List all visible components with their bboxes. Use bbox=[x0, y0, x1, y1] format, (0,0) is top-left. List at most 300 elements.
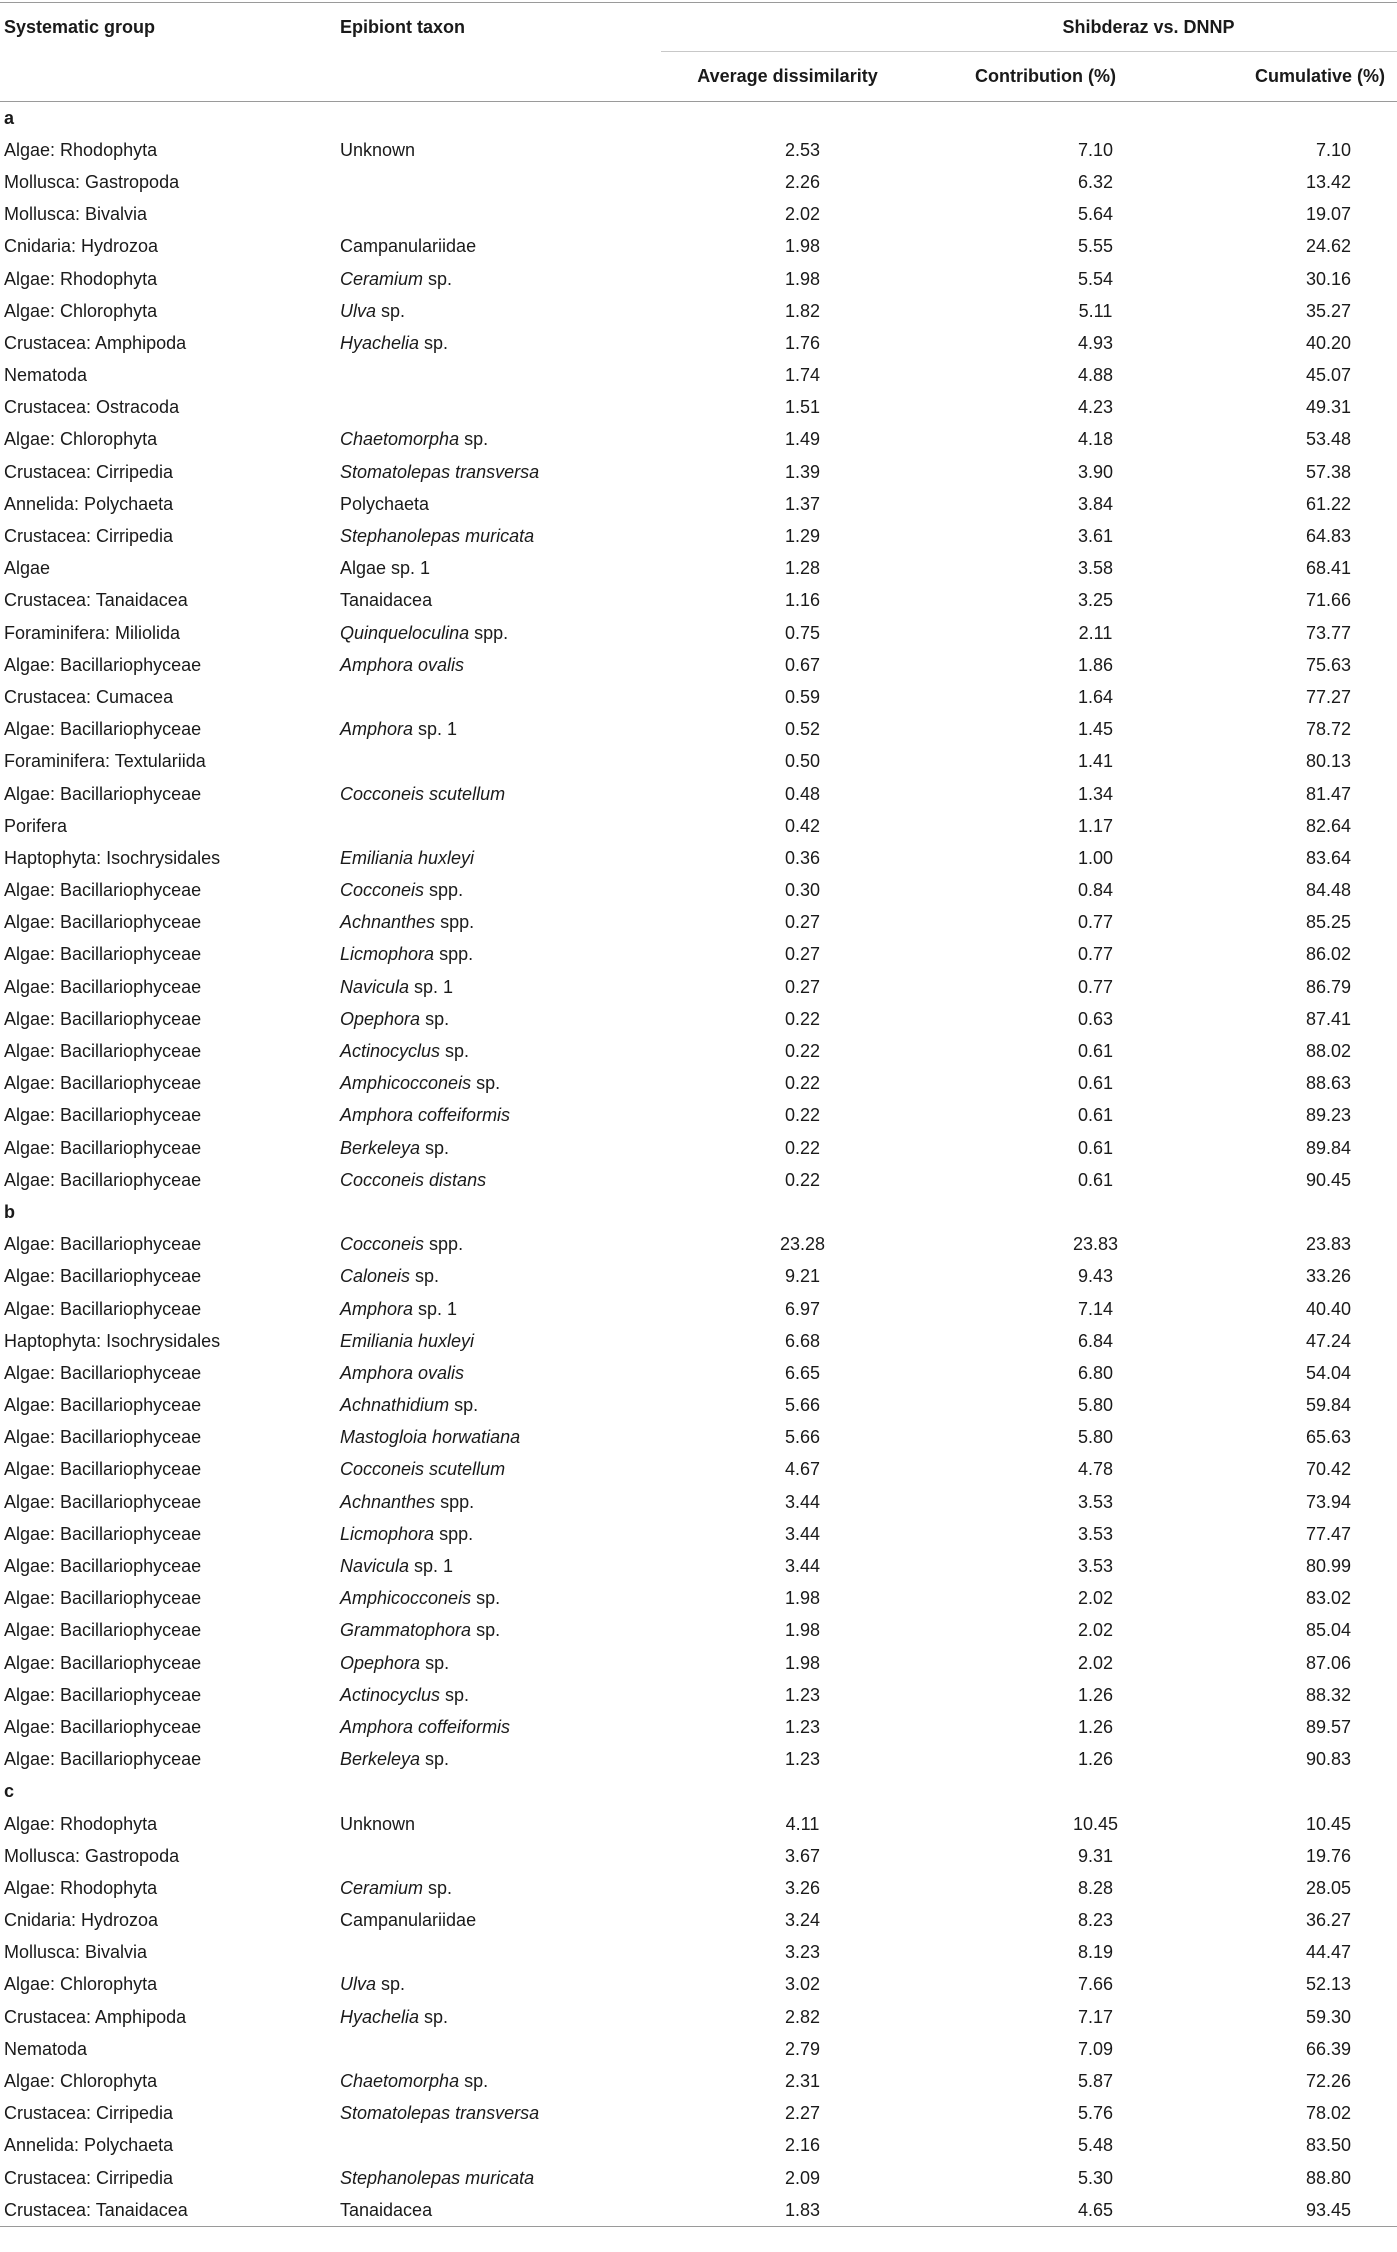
contribution-cell: 5.80 bbox=[1077, 1427, 1114, 1448]
cumulative-cell: 77.27 bbox=[1305, 686, 1352, 707]
epibiont-taxon-cell bbox=[336, 2130, 661, 2162]
average-dissimilarity-cell: 0.36 bbox=[784, 847, 821, 868]
epibiont-taxon-cell bbox=[336, 1132, 661, 1164]
table-row bbox=[0, 1583, 1397, 1615]
table-row bbox=[0, 1872, 1397, 1904]
table-row bbox=[0, 1840, 1397, 1872]
cumulative-cell: 35.27 bbox=[1305, 300, 1352, 321]
average-dissimilarity-cell: 2.27 bbox=[784, 2103, 821, 2124]
contribution-cell: 5.30 bbox=[1077, 2167, 1114, 2188]
contribution-cell: 1.26 bbox=[1077, 1749, 1114, 1770]
epibiont-taxon-cell bbox=[336, 1808, 661, 1840]
epibiont-taxon-cell bbox=[336, 1454, 661, 1486]
contribution-cell: 3.90 bbox=[1077, 461, 1114, 482]
epibiont-taxon-cell bbox=[336, 649, 661, 681]
taxon-italic: Amphora bbox=[340, 719, 414, 740]
cumulative-cell: 88.80 bbox=[1305, 2167, 1352, 2188]
epibiont-taxon-cell bbox=[336, 134, 661, 166]
table-row bbox=[0, 971, 1397, 1003]
systematic-group-cell: Crustacea: Tanaidacea bbox=[4, 590, 188, 611]
cumulative-cell: 36.27 bbox=[1305, 1910, 1352, 1931]
contribution-cell: 5.80 bbox=[1077, 1395, 1114, 1416]
contribution-cell: 3.53 bbox=[1077, 1491, 1114, 1512]
epibiont-taxon-cell bbox=[336, 1293, 661, 1325]
average-dissimilarity-cell: 1.51 bbox=[784, 397, 821, 418]
average-dissimilarity-cell: 1.39 bbox=[784, 461, 821, 482]
cumulative-cell: 33.26 bbox=[1305, 1266, 1352, 1287]
systematic-group-cell: Algae: Bacillariophyceae bbox=[4, 1073, 202, 1094]
cumulative-cell: 19.76 bbox=[1305, 1845, 1352, 1866]
cumulative-cell: 83.64 bbox=[1305, 847, 1352, 868]
table-row bbox=[0, 681, 1397, 713]
taxon-text: sp. bbox=[459, 2071, 489, 2092]
cumulative-cell: 40.20 bbox=[1305, 332, 1352, 353]
taxon-italic: Licmophora bbox=[340, 944, 435, 965]
table-row bbox=[0, 1390, 1397, 1422]
contribution-cell: 3.25 bbox=[1077, 590, 1114, 611]
table-row bbox=[0, 617, 1397, 649]
average-dissimilarity-cell: 0.22 bbox=[784, 1105, 821, 1126]
systematic-group-cell: Crustacea: Cirripedia bbox=[4, 2103, 174, 2124]
cumulative-cell: 65.63 bbox=[1305, 1427, 1352, 1448]
epibiont-taxon-cell bbox=[336, 1357, 661, 1389]
contribution-cell: 4.18 bbox=[1077, 429, 1114, 450]
epibiont-taxon-cell bbox=[336, 1486, 661, 1518]
systematic-group-cell: Crustacea: Cirripedia bbox=[4, 526, 174, 547]
cumulative-cell: 87.06 bbox=[1305, 1652, 1352, 1673]
col-comparison: Shibderaz vs. DNNP bbox=[661, 3, 1397, 52]
systematic-group-cell: Crustacea: Cirripedia bbox=[4, 461, 174, 482]
taxon-text: Campanulariidae bbox=[340, 1910, 477, 1931]
cumulative-cell: 70.42 bbox=[1305, 1459, 1352, 1480]
table-row bbox=[0, 1164, 1397, 1196]
table-row bbox=[0, 1615, 1397, 1647]
table-row bbox=[0, 875, 1397, 907]
cumulative-cell: 88.02 bbox=[1305, 1041, 1352, 1062]
cumulative-cell: 45.07 bbox=[1305, 365, 1352, 386]
average-dissimilarity-cell: 0.50 bbox=[784, 751, 821, 772]
contribution-cell: 4.93 bbox=[1077, 332, 1114, 353]
cumulative-cell: 80.99 bbox=[1305, 1556, 1352, 1577]
systematic-group-cell: Algae: Bacillariophyceae bbox=[4, 719, 202, 740]
systematic-group-cell: Algae: Bacillariophyceae bbox=[4, 1169, 202, 1190]
average-dissimilarity-cell: 4.67 bbox=[784, 1459, 821, 1480]
table-row bbox=[0, 360, 1397, 392]
taxon-text: sp. 1 bbox=[413, 1298, 458, 1319]
table-row bbox=[0, 1905, 1397, 1937]
cumulative-cell: 54.04 bbox=[1305, 1362, 1352, 1383]
taxon-text: sp. bbox=[423, 268, 453, 289]
systematic-group-cell: Algae: Bacillariophyceae bbox=[4, 912, 202, 933]
taxon-italic: Berkeleya bbox=[340, 1137, 421, 1158]
taxon-italic: Cocconeis scutellum bbox=[340, 1459, 506, 1480]
taxon-italic: Emiliania huxleyi bbox=[340, 847, 475, 868]
cumulative-cell: 73.94 bbox=[1305, 1491, 1352, 1512]
taxon-text: spp. bbox=[469, 622, 509, 643]
section-row bbox=[0, 1776, 1397, 1808]
table-row bbox=[0, 649, 1397, 681]
cumulative-cell: 52.13 bbox=[1305, 1974, 1352, 1995]
taxon-italic: Licmophora bbox=[340, 1523, 435, 1544]
table-row bbox=[0, 2194, 1397, 2227]
systematic-group-cell: Cnidaria: Hydrozoa bbox=[4, 236, 159, 257]
contribution-cell: 7.14 bbox=[1077, 1298, 1114, 1319]
table-row bbox=[0, 1454, 1397, 1486]
header-spacer bbox=[0, 52, 336, 102]
table-row bbox=[0, 1550, 1397, 1582]
taxon-text: sp. bbox=[419, 2006, 449, 2027]
systematic-group-cell: Algae: Bacillariophyceae bbox=[4, 1041, 202, 1062]
col-systematic-group: Systematic group bbox=[0, 3, 336, 52]
systematic-group-cell: Crustacea: Amphipoda bbox=[4, 2006, 187, 2027]
contribution-cell: 2.02 bbox=[1077, 1652, 1114, 1673]
cumulative-cell: 24.62 bbox=[1305, 236, 1352, 257]
epibiont-taxon-cell bbox=[336, 1615, 661, 1647]
epibiont-taxon-cell bbox=[336, 1969, 661, 2001]
taxon-italic: Amphora ovalis bbox=[340, 1362, 465, 1383]
average-dissimilarity-cell: 1.98 bbox=[784, 1588, 821, 1609]
table-header bbox=[0, 3, 1397, 102]
systematic-group-cell: Algae: Rhodophyta bbox=[4, 1813, 158, 1834]
taxon-italic: Stephanolepas muricata bbox=[340, 526, 535, 547]
taxon-text: sp. bbox=[419, 332, 449, 353]
average-dissimilarity-cell: 1.98 bbox=[784, 236, 821, 257]
taxon-text: sp. 1 bbox=[413, 719, 458, 740]
average-dissimilarity-cell: 0.67 bbox=[784, 654, 821, 675]
taxon-text: sp. bbox=[459, 429, 489, 450]
table-row bbox=[0, 746, 1397, 778]
taxon-text: spp. bbox=[424, 880, 464, 901]
table-row bbox=[0, 520, 1397, 552]
contribution-cell: 0.61 bbox=[1077, 1041, 1114, 1062]
epibiont-taxon-cell bbox=[336, 617, 661, 649]
epibiont-taxon-cell bbox=[336, 1068, 661, 1100]
taxon-italic: Stomatolepas transversa bbox=[340, 461, 540, 482]
taxon-italic: Emiliania huxleyi bbox=[340, 1330, 475, 1351]
epibiont-taxon-cell bbox=[336, 553, 661, 585]
table-row bbox=[0, 327, 1397, 359]
table-row bbox=[0, 2098, 1397, 2130]
table-row bbox=[0, 1679, 1397, 1711]
cumulative-cell: 40.40 bbox=[1305, 1298, 1352, 1319]
taxon-italic: Hyachelia bbox=[340, 332, 420, 353]
table-row bbox=[0, 1647, 1397, 1679]
systematic-group-cell: Algae: Bacillariophyceae bbox=[4, 1684, 202, 1705]
systematic-group-cell: Algae: Chlorophyta bbox=[4, 429, 158, 450]
average-dissimilarity-cell: 1.29 bbox=[784, 526, 821, 547]
systematic-group-cell: Algae: Bacillariophyceae bbox=[4, 1620, 202, 1641]
epibiont-taxon-cell bbox=[336, 231, 661, 263]
systematic-group-cell: Mollusca: Bivalvia bbox=[4, 204, 148, 225]
contribution-cell: 5.48 bbox=[1077, 2135, 1114, 2156]
contribution-cell: 5.11 bbox=[1078, 300, 1113, 321]
contribution-cell: 0.61 bbox=[1077, 1169, 1114, 1190]
contribution-cell: 0.77 bbox=[1077, 912, 1114, 933]
table-row bbox=[0, 392, 1397, 424]
cumulative-cell: 75.63 bbox=[1305, 654, 1352, 675]
epibiont-taxon-cell bbox=[336, 907, 661, 939]
taxon-italic: Mastogloia horwatiana bbox=[340, 1427, 521, 1448]
average-dissimilarity-cell: 2.82 bbox=[784, 2006, 821, 2027]
systematic-group-cell: Algae: Rhodophyta bbox=[4, 1877, 158, 1898]
average-dissimilarity-cell: 0.22 bbox=[784, 1073, 821, 1094]
taxon-italic: Cocconeis distans bbox=[340, 1169, 487, 1190]
epibiont-taxon-cell bbox=[336, 1744, 661, 1776]
table-row bbox=[0, 456, 1397, 488]
epibiont-taxon-cell bbox=[336, 1390, 661, 1422]
epibiont-taxon-cell bbox=[336, 2033, 661, 2065]
cumulative-cell: 71.66 bbox=[1305, 590, 1352, 611]
cumulative-cell: 90.83 bbox=[1305, 1749, 1352, 1770]
systematic-group-cell: Algae: Bacillariophyceae bbox=[4, 1556, 202, 1577]
average-dissimilarity-cell: 1.98 bbox=[784, 268, 821, 289]
taxon-text: Unknown bbox=[340, 139, 416, 160]
taxon-italic: Amphora coffeiformis bbox=[340, 1105, 511, 1126]
table-row bbox=[0, 134, 1397, 166]
table-row bbox=[0, 1711, 1397, 1743]
section-label: a bbox=[4, 107, 15, 128]
systematic-group-cell: Crustacea: Cirripedia bbox=[4, 2167, 174, 2188]
col-contribution: Contribution (%) bbox=[914, 52, 1177, 102]
table-body bbox=[0, 102, 1397, 2227]
cumulative-cell: 64.83 bbox=[1305, 526, 1352, 547]
contribution-cell: 6.84 bbox=[1077, 1330, 1114, 1351]
contribution-cell: 1.64 bbox=[1077, 686, 1114, 707]
contribution-cell: 4.65 bbox=[914, 2194, 1177, 2227]
average-dissimilarity-cell: 1.49 bbox=[784, 429, 821, 450]
cumulative-cell: 80.13 bbox=[1305, 751, 1352, 772]
taxon-italic: Navicula bbox=[340, 1556, 410, 1577]
table-row bbox=[0, 2033, 1397, 2065]
cumulative-cell: 28.05 bbox=[1305, 1877, 1352, 1898]
cumulative-cell: 72.26 bbox=[1305, 2071, 1352, 2092]
average-dissimilarity-cell: 1.23 bbox=[784, 1684, 821, 1705]
taxon-italic: Chaetomorpha bbox=[340, 429, 460, 450]
epibiont-taxon-cell bbox=[336, 1100, 661, 1132]
systematic-group-cell: Annelida: Polychaeta bbox=[4, 493, 174, 514]
table-row bbox=[0, 714, 1397, 746]
systematic-group-cell: Algae: Rhodophyta bbox=[4, 268, 158, 289]
contribution-cell: 5.76 bbox=[1077, 2103, 1114, 2124]
systematic-group-cell: Crustacea: Amphipoda bbox=[4, 332, 187, 353]
average-dissimilarity-cell: 1.23 bbox=[784, 1749, 821, 1770]
cumulative-cell: 47.24 bbox=[1305, 1330, 1352, 1351]
systematic-group-cell: Algae: Bacillariophyceae bbox=[4, 1266, 202, 1287]
contribution-cell: 7.10 bbox=[1077, 139, 1114, 160]
contribution-cell: 7.09 bbox=[1077, 2038, 1114, 2059]
epibiont-taxon-cell bbox=[336, 1261, 661, 1293]
average-dissimilarity-cell: 3.26 bbox=[784, 1877, 821, 1898]
taxon-text: sp. bbox=[440, 1684, 470, 1705]
cumulative-cell: 87.41 bbox=[1305, 1008, 1352, 1029]
taxon-italic: Chaetomorpha bbox=[340, 2071, 460, 2092]
table-row bbox=[0, 166, 1397, 198]
systematic-group-cell: Nematoda bbox=[4, 365, 88, 386]
table-row bbox=[0, 1100, 1397, 1132]
systematic-group-cell: Algae: Bacillariophyceae bbox=[4, 1234, 202, 1255]
table-row bbox=[0, 199, 1397, 231]
epibiont-taxon-cell bbox=[336, 1325, 661, 1357]
section-row bbox=[0, 1196, 1397, 1228]
contribution-cell: 8.19 bbox=[1077, 1942, 1114, 1963]
cumulative-cell: 89.84 bbox=[1305, 1137, 1352, 1158]
systematic-group-cell: Algae: Bacillariophyceae bbox=[4, 1652, 202, 1673]
contribution-cell: 9.43 bbox=[1077, 1266, 1114, 1287]
taxon-italic: Stephanolepas muricata bbox=[340, 2167, 535, 2188]
systematic-group-cell: Algae: Bacillariophyceae bbox=[4, 1362, 202, 1383]
taxon-text: sp. bbox=[471, 1073, 501, 1094]
average-dissimilarity-cell: 0.22 bbox=[784, 1137, 821, 1158]
average-dissimilarity-cell: 6.68 bbox=[784, 1330, 821, 1351]
epibiont-taxon-cell bbox=[336, 778, 661, 810]
systematic-group-cell: Algae: Chlorophyta bbox=[4, 1974, 158, 1995]
header-spacer bbox=[336, 52, 661, 102]
taxon-italic: Amphora ovalis bbox=[340, 654, 465, 675]
average-dissimilarity-cell: 1.23 bbox=[784, 1716, 821, 1737]
average-dissimilarity-cell: 3.24 bbox=[784, 1910, 821, 1931]
systematic-group-cell: Algae: Bacillariophyceae bbox=[4, 880, 202, 901]
epibiont-taxon-cell bbox=[336, 939, 661, 971]
cumulative-cell: 23.83 bbox=[1305, 1234, 1352, 1255]
cumulative-cell: 84.48 bbox=[1305, 880, 1352, 901]
epibiont-taxon-cell bbox=[336, 585, 661, 617]
contribution-cell: 8.28 bbox=[1077, 1877, 1114, 1898]
epibiont-taxon-cell bbox=[336, 746, 661, 778]
cumulative-cell: 83.02 bbox=[1305, 1588, 1352, 1609]
systematic-group-cell: Porifera bbox=[4, 815, 68, 836]
cumulative-cell: 44.47 bbox=[1305, 1942, 1352, 1963]
cumulative-cell: 73.77 bbox=[1305, 622, 1352, 643]
taxon-text: Polychaeta bbox=[340, 493, 430, 514]
average-dissimilarity-cell: 3.44 bbox=[784, 1491, 821, 1512]
epibiont-taxon-cell bbox=[336, 875, 661, 907]
cumulative-cell: 88.63 bbox=[1305, 1073, 1352, 1094]
table-row bbox=[0, 939, 1397, 971]
cumulative-cell: 57.38 bbox=[1305, 461, 1352, 482]
contribution-cell: 1.45 bbox=[1077, 719, 1114, 740]
taxon-text: Tanaidacea bbox=[340, 2199, 433, 2220]
epibiont-taxon-cell bbox=[336, 1550, 661, 1582]
table-row bbox=[0, 1518, 1397, 1550]
average-dissimilarity-cell: 0.42 bbox=[784, 815, 821, 836]
table-row bbox=[0, 263, 1397, 295]
cumulative-cell: 19.07 bbox=[1305, 204, 1352, 225]
cumulative-cell: 86.79 bbox=[1305, 976, 1352, 997]
contribution-cell: 7.66 bbox=[1077, 1974, 1114, 1995]
taxon-italic: Opephora bbox=[340, 1652, 421, 1673]
systematic-group-cell: Algae: Bacillariophyceae bbox=[4, 976, 202, 997]
epibiont-taxon-cell bbox=[336, 714, 661, 746]
systematic-group-cell: Algae: Bacillariophyceae bbox=[4, 1137, 202, 1158]
cumulative-cell: 61.22 bbox=[1305, 493, 1352, 514]
average-dissimilarity-cell: 1.74 bbox=[784, 365, 821, 386]
taxon-text: sp. 1 bbox=[409, 1556, 454, 1577]
table-row bbox=[0, 424, 1397, 456]
epibiont-taxon-cell bbox=[336, 520, 661, 552]
cumulative-cell: 85.25 bbox=[1305, 912, 1352, 933]
cumulative-cell: 89.57 bbox=[1305, 1716, 1352, 1737]
average-dissimilarity-cell: 2.26 bbox=[784, 171, 821, 192]
contribution-cell: 4.88 bbox=[1077, 365, 1114, 386]
cumulative-cell: 86.02 bbox=[1305, 944, 1352, 965]
average-dissimilarity-cell: 1.16 bbox=[784, 590, 821, 611]
epibiont-taxon-cell bbox=[336, 810, 661, 842]
epibiont-taxon-cell bbox=[336, 2001, 661, 2033]
table-row bbox=[0, 1357, 1397, 1389]
taxon-italic: Navicula bbox=[340, 976, 410, 997]
average-dissimilarity-cell: 0.75 bbox=[784, 622, 821, 643]
taxon-text: sp. 1 bbox=[409, 976, 454, 997]
taxon-text: sp. bbox=[376, 300, 406, 321]
taxon-text: spp. bbox=[434, 944, 474, 965]
systematic-group-cell: Algae: Bacillariophyceae bbox=[4, 1105, 202, 1126]
contribution-cell: 8.23 bbox=[1077, 1910, 1114, 1931]
contribution-cell: 2.11 bbox=[1078, 622, 1113, 643]
contribution-cell: 3.84 bbox=[1077, 493, 1114, 514]
cumulative-cell: 88.32 bbox=[1305, 1684, 1352, 1705]
contribution-cell: 23.83 bbox=[1072, 1234, 1119, 1255]
systematic-group-cell: Algae bbox=[4, 558, 51, 579]
table-row bbox=[0, 1422, 1397, 1454]
taxon-italic: Amphora coffeiformis bbox=[340, 1716, 511, 1737]
table-row bbox=[0, 778, 1397, 810]
systematic-group-cell: Algae: Rhodophyta bbox=[4, 139, 158, 160]
cumulative-cell: 77.47 bbox=[1305, 1523, 1352, 1544]
epibiont-taxon-cell bbox=[336, 2098, 661, 2130]
contribution-cell: 7.17 bbox=[1077, 2006, 1114, 2027]
table-row bbox=[0, 1937, 1397, 1969]
systematic-group-cell: Algae: Bacillariophyceae bbox=[4, 1491, 202, 1512]
taxon-text: sp. bbox=[420, 1137, 450, 1158]
average-dissimilarity-cell: 1.37 bbox=[784, 493, 821, 514]
taxon-italic: Cocconeis scutellum bbox=[340, 783, 506, 804]
average-dissimilarity-cell: 0.27 bbox=[784, 976, 821, 997]
cumulative-cell: 66.39 bbox=[1305, 2038, 1352, 2059]
systematic-group-cell: Algae: Bacillariophyceae bbox=[4, 783, 202, 804]
average-dissimilarity-cell: 1.82 bbox=[784, 300, 821, 321]
systematic-group-cell: Algae: Bacillariophyceae bbox=[4, 1008, 202, 1029]
table-row bbox=[0, 907, 1397, 939]
systematic-group-cell: Algae: Bacillariophyceae bbox=[4, 1427, 202, 1448]
average-dissimilarity-cell: 3.23 bbox=[784, 1942, 821, 1963]
cumulative-cell: 83.50 bbox=[1305, 2135, 1352, 2156]
average-dissimilarity-cell: 1.98 bbox=[784, 1652, 821, 1673]
taxon-text: spp. bbox=[424, 1234, 464, 1255]
contribution-cell: 0.61 bbox=[1077, 1137, 1114, 1158]
systematic-group-cell: Mollusca: Gastropoda bbox=[4, 1845, 180, 1866]
cumulative-cell: 49.31 bbox=[1305, 397, 1352, 418]
table-row bbox=[0, 810, 1397, 842]
contribution-cell: 1.17 bbox=[1077, 815, 1114, 836]
average-dissimilarity-cell: 0.48 bbox=[784, 783, 821, 804]
epibiont-taxon-cell bbox=[336, 1518, 661, 1550]
average-dissimilarity-cell: 6.97 bbox=[784, 1298, 821, 1319]
table-row bbox=[0, 1293, 1397, 1325]
taxon-italic: Ulva bbox=[340, 300, 377, 321]
cumulative-cell: 81.47 bbox=[1305, 783, 1352, 804]
epibiont-taxon-cell bbox=[336, 1583, 661, 1615]
average-dissimilarity-cell: 6.65 bbox=[784, 1362, 821, 1383]
average-dissimilarity-cell: 1.76 bbox=[784, 332, 821, 353]
systematic-group-cell: Crustacea: Tanaidacea bbox=[0, 2194, 336, 2227]
taxon-text: sp. bbox=[420, 1749, 450, 1770]
epibiont-taxon-cell bbox=[336, 1840, 661, 1872]
col-cumulative: Cumulative (%) bbox=[1177, 52, 1397, 102]
average-dissimilarity-cell: 2.79 bbox=[784, 2038, 821, 2059]
contribution-cell: 5.54 bbox=[1077, 268, 1114, 289]
taxon-text: sp. bbox=[449, 1395, 479, 1416]
cumulative-cell: 53.48 bbox=[1305, 429, 1352, 450]
